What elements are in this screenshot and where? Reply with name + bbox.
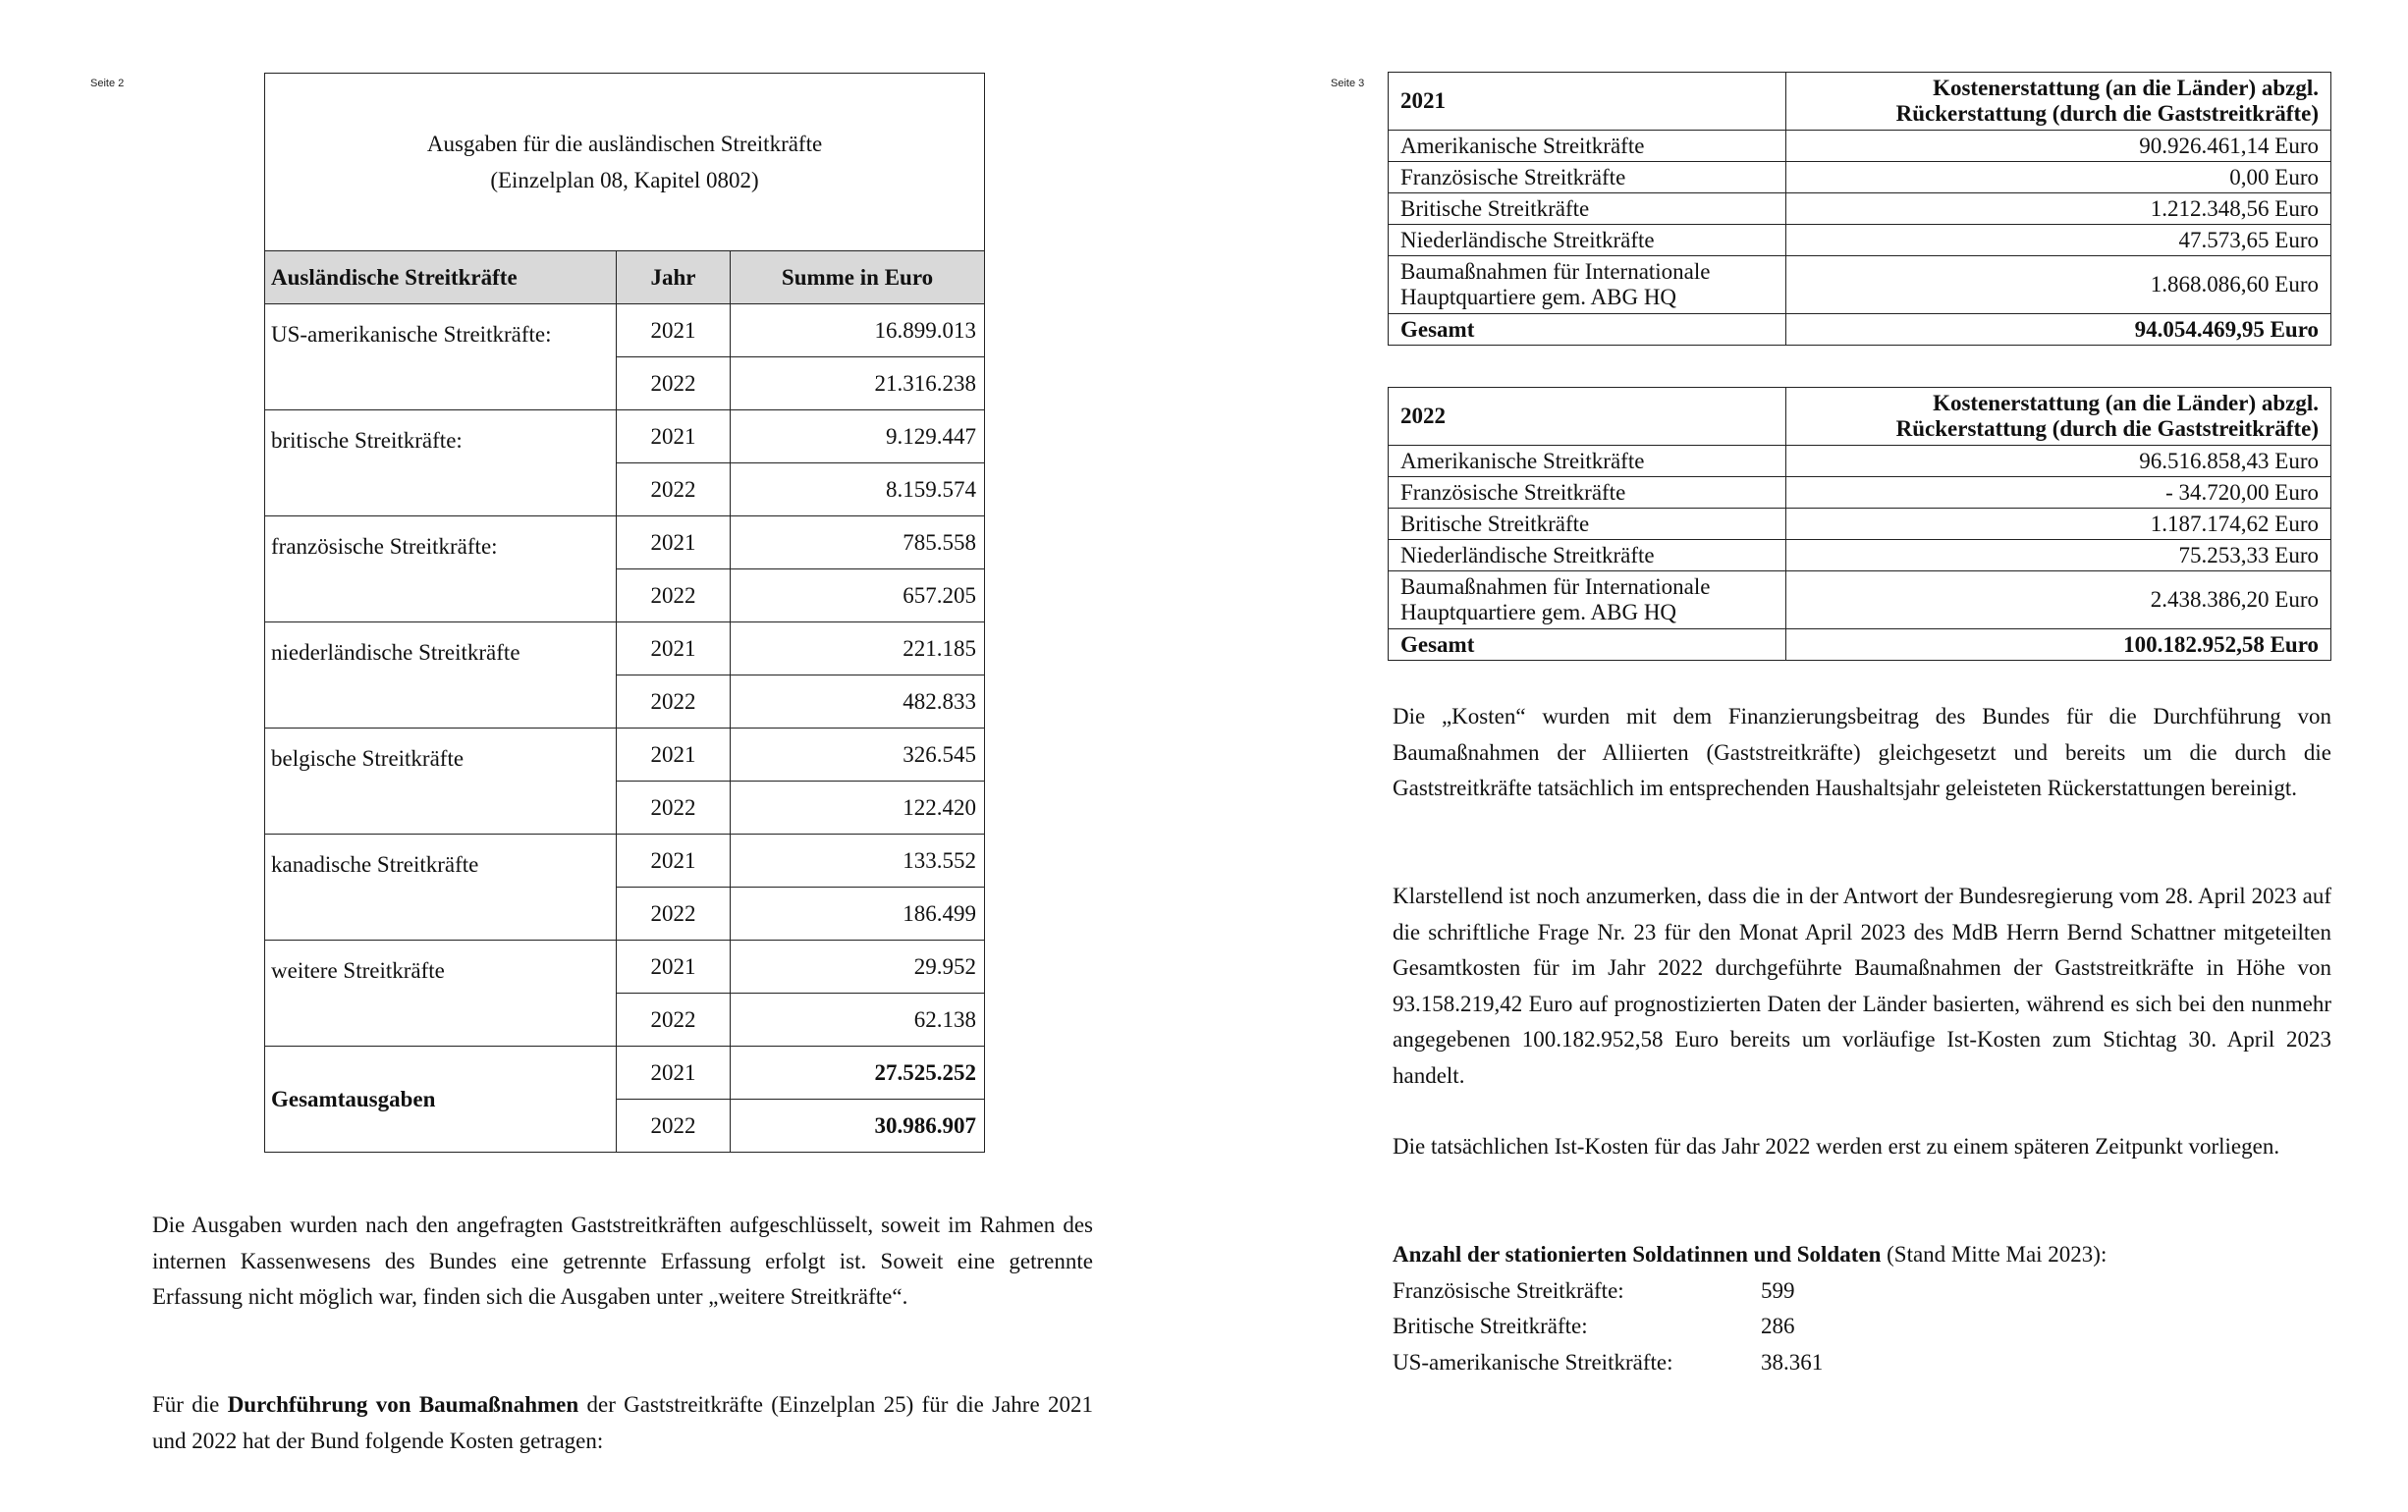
row-value: 47.573,65 Euro bbox=[1786, 225, 2331, 256]
year-cell: 2021 bbox=[617, 410, 731, 463]
table-caption-line2: (Einzelplan 08, Kapitel 0802) bbox=[490, 168, 759, 192]
table-header-row bbox=[1389, 388, 2331, 446]
forces-name: US-amerikanische Streitkräfte: bbox=[265, 304, 617, 410]
soldiers-label: Britische Streitkräfte: bbox=[1393, 1314, 1588, 1338]
year-cell: 2022 bbox=[617, 675, 731, 729]
sum-cell: 122.420 bbox=[731, 782, 985, 835]
soldiers-count: 599 bbox=[1761, 1277, 1795, 1303]
table-row bbox=[1389, 162, 2331, 193]
year-cell: 2022 bbox=[617, 1100, 731, 1153]
table-row bbox=[265, 835, 985, 888]
year-cell: 2021 bbox=[617, 941, 731, 994]
expenses-table bbox=[264, 73, 985, 1153]
row-value: 75.253,33 Euro bbox=[1786, 540, 2331, 571]
sum-cell: 326.545 bbox=[731, 729, 985, 782]
total-value: 94.054.469,95 Euro bbox=[1786, 314, 2331, 346]
table-row bbox=[1389, 446, 2331, 477]
label-line: Hauptquartiere gem. ABG HQ bbox=[1400, 285, 1677, 309]
soldiers-label: Französische Streitkräfte: bbox=[1393, 1277, 1624, 1303]
soldiers-section bbox=[1393, 1237, 2331, 1380]
header-line: Kostenerstattung (an die Länder) abzgl. bbox=[1933, 391, 2319, 415]
year-cell: 2022 bbox=[617, 569, 731, 622]
row-label bbox=[1389, 256, 1786, 314]
table-row bbox=[265, 410, 985, 463]
sum-cell: 29.952 bbox=[731, 941, 985, 994]
row-label bbox=[1389, 571, 1786, 629]
label-line: Baumaßnahmen für Internationale bbox=[1400, 574, 1711, 599]
row-label: Niederländische Streitkräfte bbox=[1389, 540, 1786, 571]
table-row bbox=[265, 622, 985, 675]
soldiers-count: 286 bbox=[1761, 1314, 1795, 1338]
sum-cell: 62.138 bbox=[731, 994, 985, 1047]
table-year: 2022 bbox=[1389, 388, 1786, 446]
forces-name: kanadische Streitkräfte bbox=[265, 835, 617, 941]
expenses-table-container bbox=[264, 73, 984, 1153]
paragraph-clarification: Klarstellend ist noch anzumerken, dass die in der Antwort der Bundesregierung vom 28. April 2023 auf die schriftliche Frage Nr. 23 für den Monat April 2023 des MdB Herrn Bernd Schattner mitgeteilten Gesamtkosten für im Jahr 2022 durchgeführte Baumaßnahmen der Gaststreitkräfte in Höhe von 93.158.219,42 Euro auf prognostizierten Daten der Länder basierten, während es sich bei den nunmehr angegebenen 100.182.952,58 Euro bereits um vorläufige Ist-Kosten zum Stichtag 30. April 2023 handelt. bbox=[1393, 884, 2331, 1088]
year-cell: 2021 bbox=[617, 304, 731, 357]
total-label: Gesamtausgaben bbox=[265, 1047, 617, 1153]
sum-cell: 9.129.447 bbox=[731, 410, 985, 463]
row-value: 90.926.461,14 Euro bbox=[1786, 131, 2331, 162]
forces-name: weitere Streitkräfte bbox=[265, 941, 617, 1047]
sum-cell: 221.185 bbox=[731, 622, 985, 675]
soldiers-row bbox=[1393, 1345, 2331, 1381]
header-line: Kostenerstattung (an die Länder) abzgl. bbox=[1933, 76, 2319, 100]
paragraph-actual-costs: Die tatsächlichen Ist-Kosten für das Jahr 2022 werden erst zu einem späteren Zeitpunkt vorliegen. bbox=[1393, 1134, 2280, 1159]
row-label: Britische Streitkräfte bbox=[1389, 509, 1786, 540]
sum-cell: 30.986.907 bbox=[731, 1100, 985, 1153]
table-row bbox=[1389, 477, 2331, 509]
soldiers-row bbox=[1393, 1273, 2331, 1310]
year-cell: 2022 bbox=[617, 782, 731, 835]
year-cell: 2021 bbox=[617, 622, 731, 675]
header-line: Rückerstattung (durch die Gaststreitkräfte) bbox=[1895, 416, 2319, 441]
table-row bbox=[1389, 131, 2331, 162]
forces-name: britische Streitkräfte: bbox=[265, 410, 617, 516]
header-sum: Summe in Euro bbox=[731, 251, 985, 304]
table-row bbox=[1389, 225, 2331, 256]
page-number-3: Seite 3 bbox=[1331, 78, 1365, 89]
paragraph-construction-intro bbox=[152, 1387, 1093, 1459]
forces-name: belgische Streitkräfte bbox=[265, 729, 617, 835]
table-row bbox=[1389, 256, 2331, 314]
year-cell: 2021 bbox=[617, 729, 731, 782]
label-line: Hauptquartiere gem. ABG HQ bbox=[1400, 600, 1677, 624]
sum-cell: 27.525.252 bbox=[731, 1047, 985, 1100]
costs-table-2021 bbox=[1388, 72, 2331, 346]
table-header-row bbox=[265, 251, 985, 304]
paragraph-breakdown-note: Die Ausgaben wurden nach den angefragten Gaststreitkräften aufgeschlüsselt, soweit im Rahmen des internen Kassenwesens des Bundes eine getrennte Erfassung erfolgt ist. Soweit eine getrennte Erfassung nicht möglich war, finden sich die Ausgaben unter „weitere Streitkräfte“. bbox=[152, 1213, 1093, 1309]
row-value: - 34.720,00 Euro bbox=[1786, 477, 2331, 509]
table-total-row bbox=[1389, 314, 2331, 346]
table-row bbox=[1389, 509, 2331, 540]
table-row bbox=[1389, 193, 2331, 225]
table-total-row bbox=[1389, 629, 2331, 661]
soldiers-row bbox=[1393, 1309, 2331, 1345]
table-column-header bbox=[1786, 388, 2331, 446]
row-label: Niederländische Streitkräfte bbox=[1389, 225, 1786, 256]
label-line: Baumaßnahmen für Internationale bbox=[1400, 259, 1711, 284]
table-row bbox=[265, 304, 985, 357]
year-cell: 2021 bbox=[617, 835, 731, 888]
year-cell: 2022 bbox=[617, 357, 731, 410]
row-label: Britische Streitkräfte bbox=[1389, 193, 1786, 225]
row-value: 0,00 Euro bbox=[1786, 162, 2331, 193]
table-row bbox=[265, 516, 985, 569]
soldiers-label: US-amerikanische Streitkräfte: bbox=[1393, 1349, 1673, 1375]
text-span: der Gaststreitkräfte (Einzelplan 25) für die Jahre 2021 und 2022 hat der Bund folgende Kosten getragen: bbox=[152, 1392, 1093, 1453]
year-cell: 2022 bbox=[617, 994, 731, 1047]
sum-cell: 8.159.574 bbox=[731, 463, 985, 516]
table-caption bbox=[265, 74, 985, 251]
year-cell: 2021 bbox=[617, 1047, 731, 1100]
header-forces: Ausländische Streitkräfte bbox=[265, 251, 617, 304]
sum-cell: 482.833 bbox=[731, 675, 985, 729]
table-column-header bbox=[1786, 73, 2331, 131]
sum-cell: 657.205 bbox=[731, 569, 985, 622]
row-value: 1.868.086,60 Euro bbox=[1786, 256, 2331, 314]
sum-cell: 186.499 bbox=[731, 888, 985, 941]
forces-name: niederländische Streitkräfte bbox=[265, 622, 617, 729]
table-row bbox=[265, 729, 985, 782]
table-caption-line1: Ausgaben für die ausländischen Streitkräfte bbox=[426, 132, 823, 156]
table-row bbox=[1389, 571, 2331, 629]
year-cell: 2021 bbox=[617, 516, 731, 569]
bold-text-span: Durchführung von Baumaßnahmen bbox=[227, 1392, 579, 1417]
row-label: Französische Streitkräfte bbox=[1389, 162, 1786, 193]
table-year: 2021 bbox=[1389, 73, 1786, 131]
row-label: Amerikanische Streitkräfte bbox=[1389, 446, 1786, 477]
header-year: Jahr bbox=[617, 251, 731, 304]
row-value: 96.516.858,43 Euro bbox=[1786, 446, 2331, 477]
forces-name: französische Streitkräfte: bbox=[265, 516, 617, 622]
year-cell: 2022 bbox=[617, 463, 731, 516]
row-value: 1.187.174,62 Euro bbox=[1786, 509, 2331, 540]
total-row bbox=[265, 1047, 985, 1100]
total-label: Gesamt bbox=[1389, 629, 1786, 661]
soldiers-heading-bold: Anzahl der stationierten Soldatinnen und Soldaten bbox=[1393, 1242, 1882, 1267]
total-value: 100.182.952,58 Euro bbox=[1786, 629, 2331, 661]
row-label: Französische Streitkräfte bbox=[1389, 477, 1786, 509]
table-row bbox=[1389, 540, 2331, 571]
sum-cell: 785.558 bbox=[731, 516, 985, 569]
row-value: 2.438.386,20 Euro bbox=[1786, 571, 2331, 629]
sum-cell: 133.552 bbox=[731, 835, 985, 888]
sum-cell: 21.316.238 bbox=[731, 357, 985, 410]
soldiers-heading-rest: (Stand Mitte Mai 2023): bbox=[1881, 1242, 2107, 1267]
row-value: 1.212.348,56 Euro bbox=[1786, 193, 2331, 225]
header-line: Rückerstattung (durch die Gaststreitkräfte) bbox=[1895, 101, 2319, 126]
total-label: Gesamt bbox=[1389, 314, 1786, 346]
paragraph-cost-definition: Die „Kosten“ wurden mit dem Finanzierungsbeitrag des Bundes für die Durchführung von Baumaßnahmen der Alliierten (Gaststreitkräfte) gleichgesetzt und bereits um die durch die Gaststreitkräfte tatsächlich im entsprechenden Haushaltsjahr geleisteten Rückerstattungen bereinigt. bbox=[1393, 704, 2331, 800]
soldiers-heading bbox=[1393, 1237, 2331, 1273]
sum-cell: 16.899.013 bbox=[731, 304, 985, 357]
row-label: Amerikanische Streitkräfte bbox=[1389, 131, 1786, 162]
costs-table-2022 bbox=[1388, 387, 2331, 661]
year-cell: 2022 bbox=[617, 888, 731, 941]
table-header-row bbox=[1389, 73, 2331, 131]
table-row bbox=[265, 941, 985, 994]
soldiers-count: 38.361 bbox=[1761, 1349, 1824, 1375]
text-span: Für die bbox=[152, 1392, 228, 1417]
page-number-2: Seite 2 bbox=[90, 78, 125, 89]
